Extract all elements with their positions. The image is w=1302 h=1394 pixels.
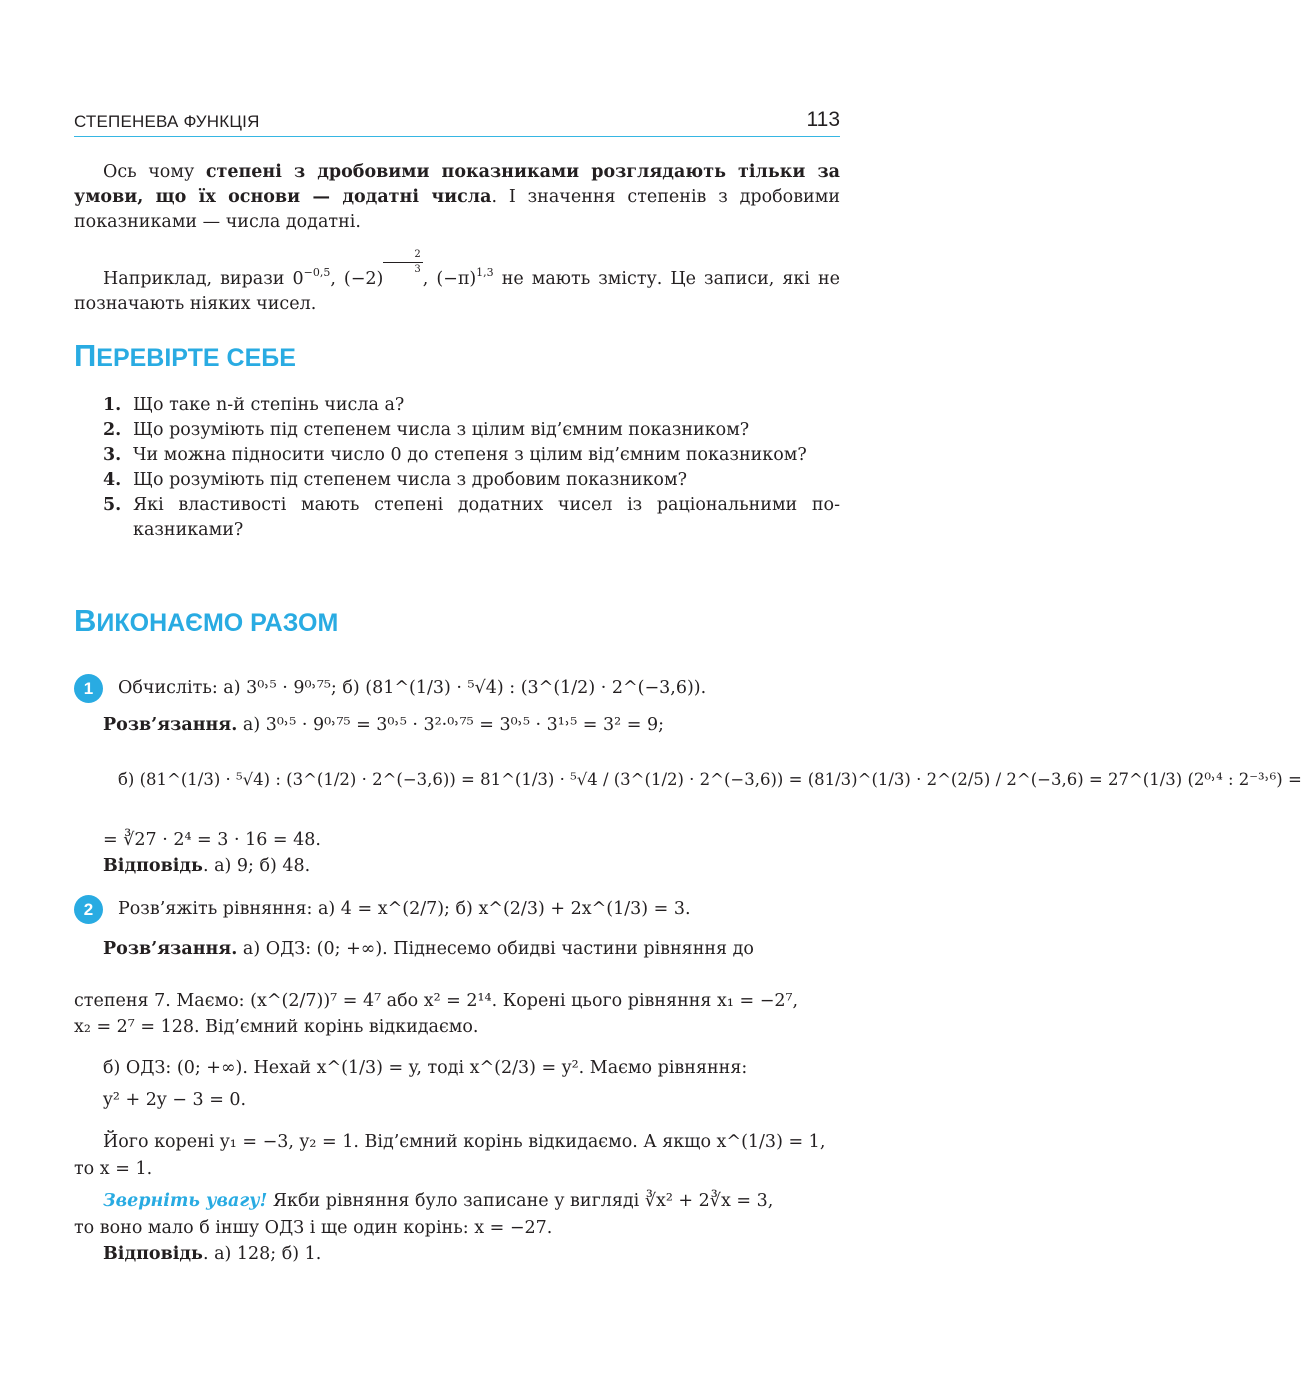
intro-paragraph-2 [74,250,840,317]
text: Наприклад, вирази 0 [103,269,304,289]
question-text: Які властивості мають степені додатних чисел із раціональними показниками? [133,495,840,540]
answer-text: . а) 9; б) 48. [202,856,311,876]
task-2-solution-a-line-2: степеня 7. Маємо: (x^(2/7))⁷ = 4⁷ або x² = 2¹⁴. Корені цього рівняння x₁ = −2⁷, [74,991,799,1011]
answer-text: . а) 128; б) 1. [202,1244,322,1264]
task-1-answer [103,854,310,879]
note-text: Якби рівняння було записане у вигляді ∛x² + 2∛x = 3, [267,1191,774,1211]
solution-label: Розв’язання. [103,715,238,735]
text: , (−π) [422,269,477,289]
task-2-solution-b-line-3: Його корені y₁ = −3, y₂ = 1. Від’ємний корінь відкидаємо. А якщо x^(1/3) = 1, [103,1132,826,1152]
task-2-solution-b-line-2: y² + 2y − 3 = 0. [103,1090,247,1110]
question-number: 1. [103,395,122,415]
task-2-note-line-1 [103,1189,773,1214]
running-header: СТЕПЕНЕВА ФУНКЦІЯ [74,112,260,131]
text: Ось чому [103,162,206,182]
title-rest: ЕРЕВІРТЕ СЕБЕ [96,344,296,372]
question-number: 3. [103,445,122,465]
question-text: Чи можна підносити число 0 до степеня з цілим від’ємним показником? [133,445,807,465]
exponent: 1,3 [476,266,494,279]
task-2-statement: Розв’яжіть рівняння: а) 4 = x^(2/7); б) x^(2/3) + 2x^(1/3) = 3. [118,899,691,919]
question-text: Що розуміють під степенем числа з цілим від’ємним показником? [133,420,750,440]
question-4 [103,468,840,493]
section-title-check [74,338,296,374]
task-1-solution-b-line-2: = ∛27 · 2⁴ = 3 · 16 = 48. [103,830,321,850]
task-2-solution-a-line-3: x₂ = 2⁷ = 128. Від’ємний корінь відкидаємо. [74,1017,479,1037]
question-text: Що розуміють під степенем числа з дробовим показником? [133,470,687,490]
question-number: 2. [103,420,122,440]
task-number-badge-2: 2 [74,895,103,924]
question-list [103,393,840,543]
text: не мають змісту. Це записи, які не позначають ніяких чисел. [74,269,841,314]
header-rule [74,136,840,137]
title-initial: В [74,603,97,638]
page-number: 113 [806,108,840,131]
text: . І значення степенів з дробовими показниками — числа додатні. [74,187,841,232]
task-1-solution-b-line-1: б) (81^(1/3) · ⁵√4) : (3^(1/2) · 2^(−3,6)) = 81^(1/3) · ⁵√4 / (3^(1/2) · 2^(−3,6)) = (81/3)^(1/3) · 2^(2/5) / 2^(−3,6) = 27^(1/3) (2⁰˒⁴ : 2⁻³˒⁶) = [118,770,1302,789]
answer-label: Відповідь [103,856,203,876]
question-text: Що таке n-й степінь числа a? [133,395,405,415]
task-number-badge-1: 1 [74,674,103,703]
title-initial: П [74,338,97,373]
exponent-fraction: 2 3 [383,266,422,279]
solution-text: а) 3⁰˒⁵ · 9⁰˒⁷⁵ = 3⁰˒⁵ · 3²·⁰˒⁷⁵ = 3⁰˒⁵ · 3¹˒⁵ = 3² = 9; [242,715,664,735]
question-5 [103,493,840,543]
task-2-solution-b-line-1: б) ОДЗ: (0; +∞). Нехай x^(1/3) = y, тоді x^(2/3) = y². Маємо рівняння: [103,1058,748,1078]
question-number: 5. [103,495,122,515]
question-3 [103,443,840,468]
bold-statement: степені з дробовими показниками розглядають тільки за умови, що їх основи — додатні числа [74,162,840,207]
task-1-solution-a [103,713,664,738]
solution-text: а) ОДЗ: (0; +∞). Піднесемо обидві частини рівняння до [242,939,754,959]
exponent: −0,5 [303,266,331,279]
solution-label: Розв’язання. [103,939,238,959]
question-1 [103,393,840,418]
task-2-answer [103,1242,321,1267]
task-1-statement: Обчисліть: а) 3⁰˒⁵ · 9⁰˒⁷⁵; б) (81^(1/3) · ⁵√4) : (3^(1/2) · 2^(−3,6)). [118,678,707,698]
answer-label: Відповідь [103,1244,203,1264]
question-number: 4. [103,470,122,490]
task-2-note-line-2: то воно мало б іншу ОДЗ і ще один корінь: x = −27. [74,1218,553,1238]
section-title-together [74,603,338,639]
note-label: Зверніть увагу! [103,1191,268,1211]
title-rest: ИКОНАЄМО РАЗОМ [96,609,339,637]
task-2-solution-b-line-4: то x = 1. [74,1159,153,1179]
text: , (−2) [330,269,384,289]
task-2-solution-a-line-1 [103,937,754,962]
intro-paragraph-1 [74,160,840,235]
question-2 [103,418,840,443]
